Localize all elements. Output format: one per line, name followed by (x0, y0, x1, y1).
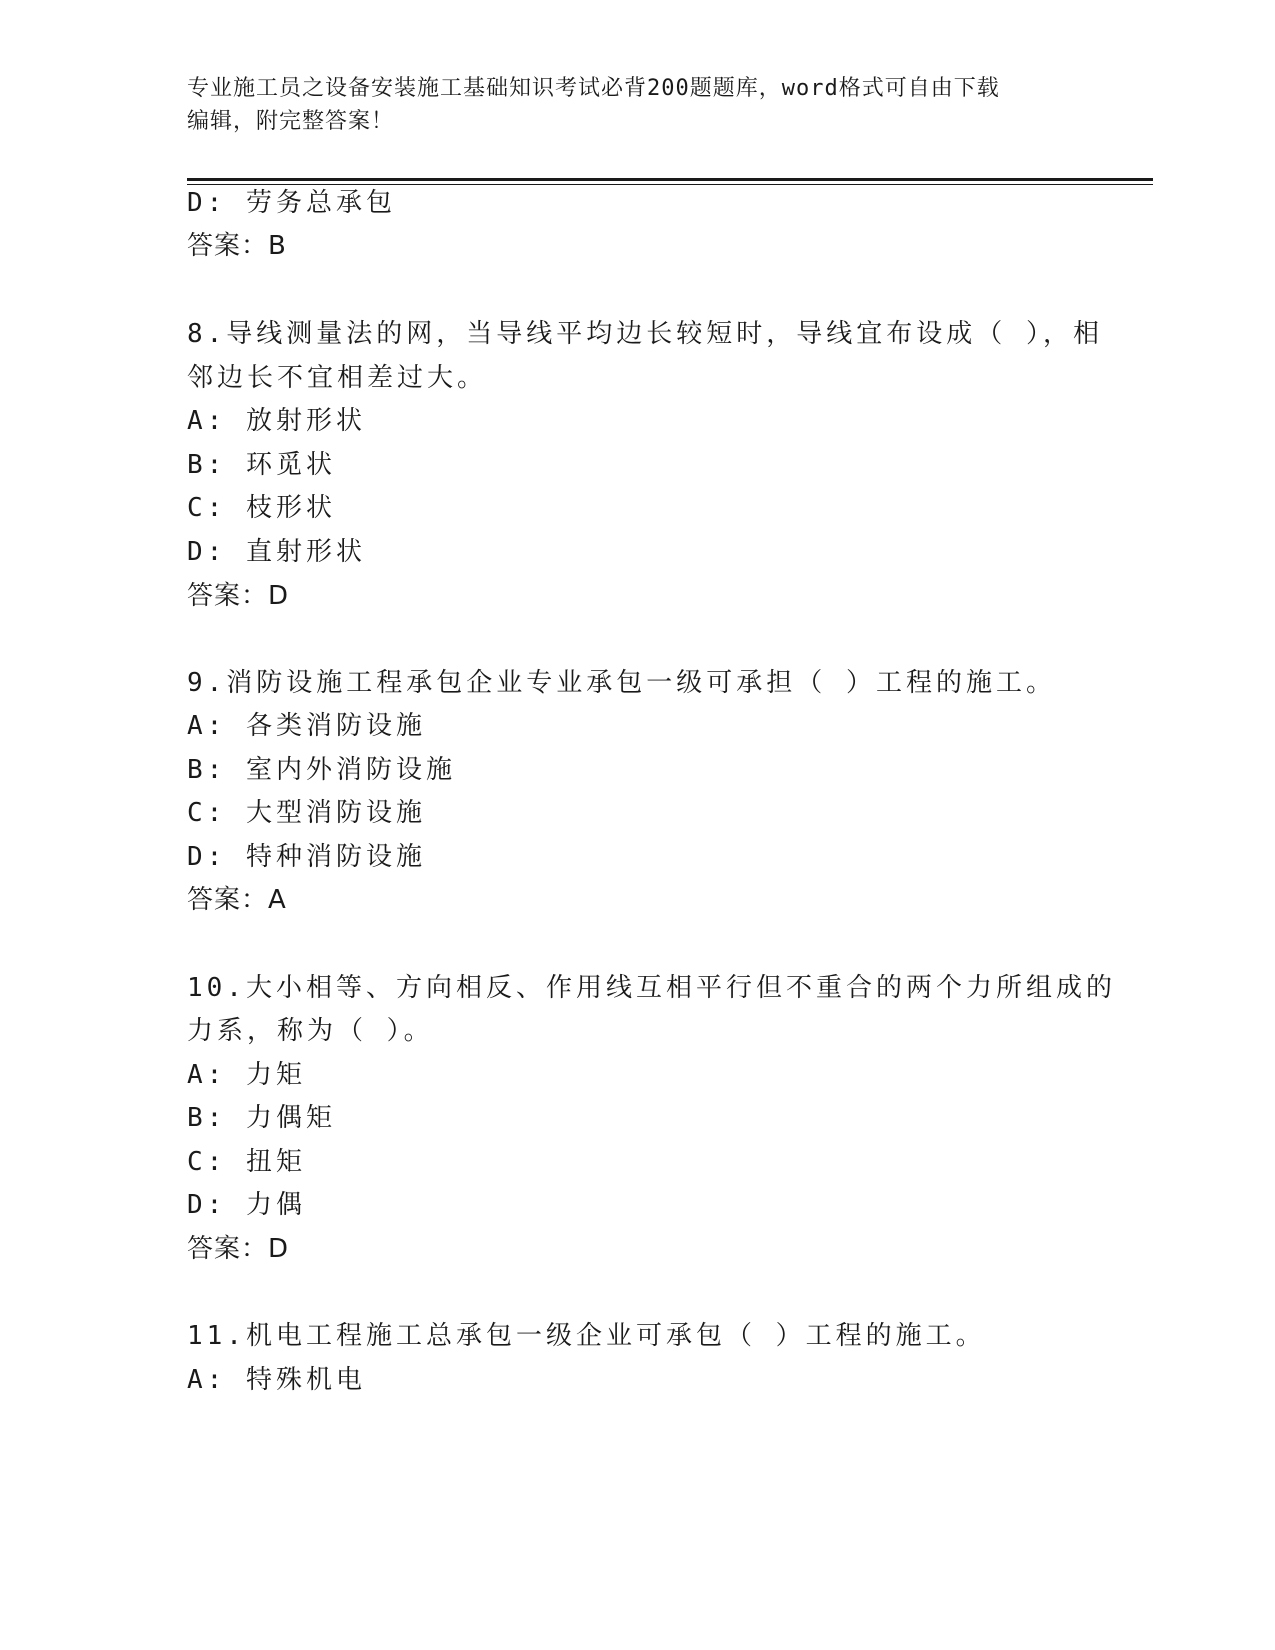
header-title-line2: 编辑，附完整答案！ (187, 109, 395, 134)
q9-option-a: A: 各类消防设施 (187, 711, 426, 741)
q9-option-d: D: 特种消防设施 (187, 842, 426, 872)
q10-option-b: B: 力偶矩 (187, 1103, 336, 1133)
q11-stem-line1: 11.机电工程施工总承包一级企业可承包（ ）工程的施工。 (187, 1321, 986, 1351)
q7-option-d: D: 劳务总承包 (187, 188, 396, 218)
header-title-line1: 专业施工员之设备安装施工基础知识考试必背200题题库，word格式可自由下载 (187, 76, 1000, 101)
q10-option-d: D: 力偶 (187, 1190, 306, 1220)
q10-stem-line1: 10.大小相等、方向相反、作用线互相平行但不重合的两个力所组成的 (187, 973, 1116, 1003)
q10-option-a: A: 力矩 (187, 1060, 306, 1090)
q10-option-c: C: 扭矩 (187, 1147, 306, 1177)
q8-stem-line1: 8.导线测量法的网，当导线平均边长较短时，导线宜布设成（ ），相 (187, 319, 1103, 349)
q10-stem-line2: 力系，称为（ ）。 (187, 1016, 434, 1046)
q11-option-a: A: 特殊机电 (187, 1365, 366, 1395)
q10-answer: 答案：D (187, 1234, 290, 1264)
q8-option-c: C: 枝形状 (187, 493, 336, 523)
q9-option-c: C: 大型消防设施 (187, 798, 426, 828)
q8-stem-line2: 邻边长不宜相差过大。 (187, 363, 488, 393)
q9-stem-line1: 9.消防设施工程承包企业专业承包一级可承担（ ）工程的施工。 (187, 668, 1056, 698)
document-header (187, 72, 1067, 138)
header-divider-thin (187, 184, 1153, 185)
q8-answer: 答案：D (187, 581, 290, 611)
q7-answer: 答案：B (187, 231, 287, 261)
header-divider-thick (187, 178, 1153, 181)
q8-option-b: B: 环觅状 (187, 450, 336, 480)
q8-option-d: D: 直射形状 (187, 537, 366, 567)
q9-option-b: B: 室内外消防设施 (187, 755, 456, 785)
q9-answer: 答案：A (187, 885, 287, 915)
q8-option-a: A: 放射形状 (187, 406, 366, 436)
